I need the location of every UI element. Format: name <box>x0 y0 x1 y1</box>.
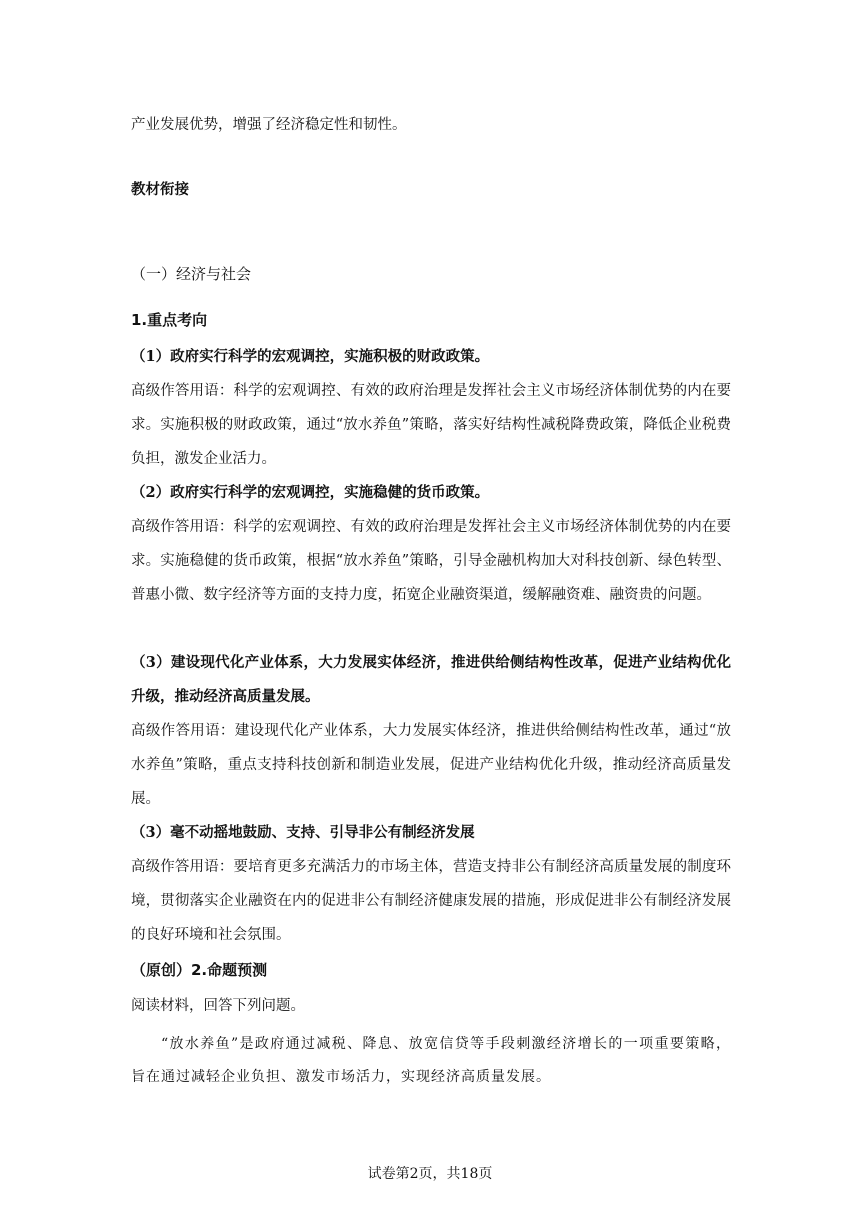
item4-title: （3）毫不动摇地鼓励、支持、引导非公有制经济发展 <box>131 824 475 841</box>
item3-answer: 高级作答用语：建设现代化产业体系，大力发展实体经济，推进供给侧结构性改革，通过“放水养鱼”策略，重点支持科技创新和制造业发展，促进产业结构优化升级，推动经济高质量发展。 <box>131 723 731 807</box>
subsection-title: （一）经济与社会 <box>131 265 252 283</box>
point1-title: 1.重点考向 <box>131 311 208 329</box>
point2-title: （原创）2.命题预测 <box>131 961 268 979</box>
item1-answer: 高级作答用语：科学的宏观调控、有效的政府治理是发挥社会主义市场经济体制优势的内在要求。实施积极的财政政策，通过“放水养鱼”策略，落实好结构性减税降费政策，降低企业税费负担，激发企业活力。 <box>131 383 731 467</box>
item1-title: （1）政府实行科学的宏观调控，实施积极的财政政策。 <box>131 348 490 365</box>
item4-answer: 高级作答用语：要培育更多充满活力的市场主体，营造支持非公有制经济高质量发展的制度环境，贯彻落实企业融资在内的促进非公有制经济健康发展的措施，形成促进非公有制经济发展的良好环境和社会氛围。 <box>131 859 731 943</box>
item3-title: （3）建设现代化产业体系，大力发展实体经济，推进供给侧结构性改革，促进产业结构优化升级，推动经济高质量发展。 <box>131 654 731 705</box>
page-footer: 试卷第2页，共18页 <box>367 1166 493 1182</box>
section-heading: 教材衔接 <box>131 182 189 198</box>
item2-answer: 高级作答用语：科学的宏观调控、有效的政府治理是发挥社会主义市场经济体制优势的内在要求。实施稳健的货币政策，根据“放水养鱼”策略，引导金融机构加大对科技创新、绿色转型、普惠小微、数字经济等方面的支持力度，拓宽企业融资渠道，缓解融资难、融资贵的问题。 <box>131 519 731 603</box>
material-paragraph: “放水养鱼”是政府通过减税、降息、放宽信贷等手段刺激经济增长的一项重要策略，旨在通过减轻企业负担、激发市场活力，实现经济高质量发展。 <box>131 1036 731 1085</box>
intro-line: 产业发展优势，增强了经济稳定性和韧性。 <box>131 117 407 133</box>
item2-title: （2）政府实行科学的宏观调控，实施稳健的货币政策。 <box>131 484 490 501</box>
instruction-line: 阅读材料，回答下列问题。 <box>131 998 305 1014</box>
